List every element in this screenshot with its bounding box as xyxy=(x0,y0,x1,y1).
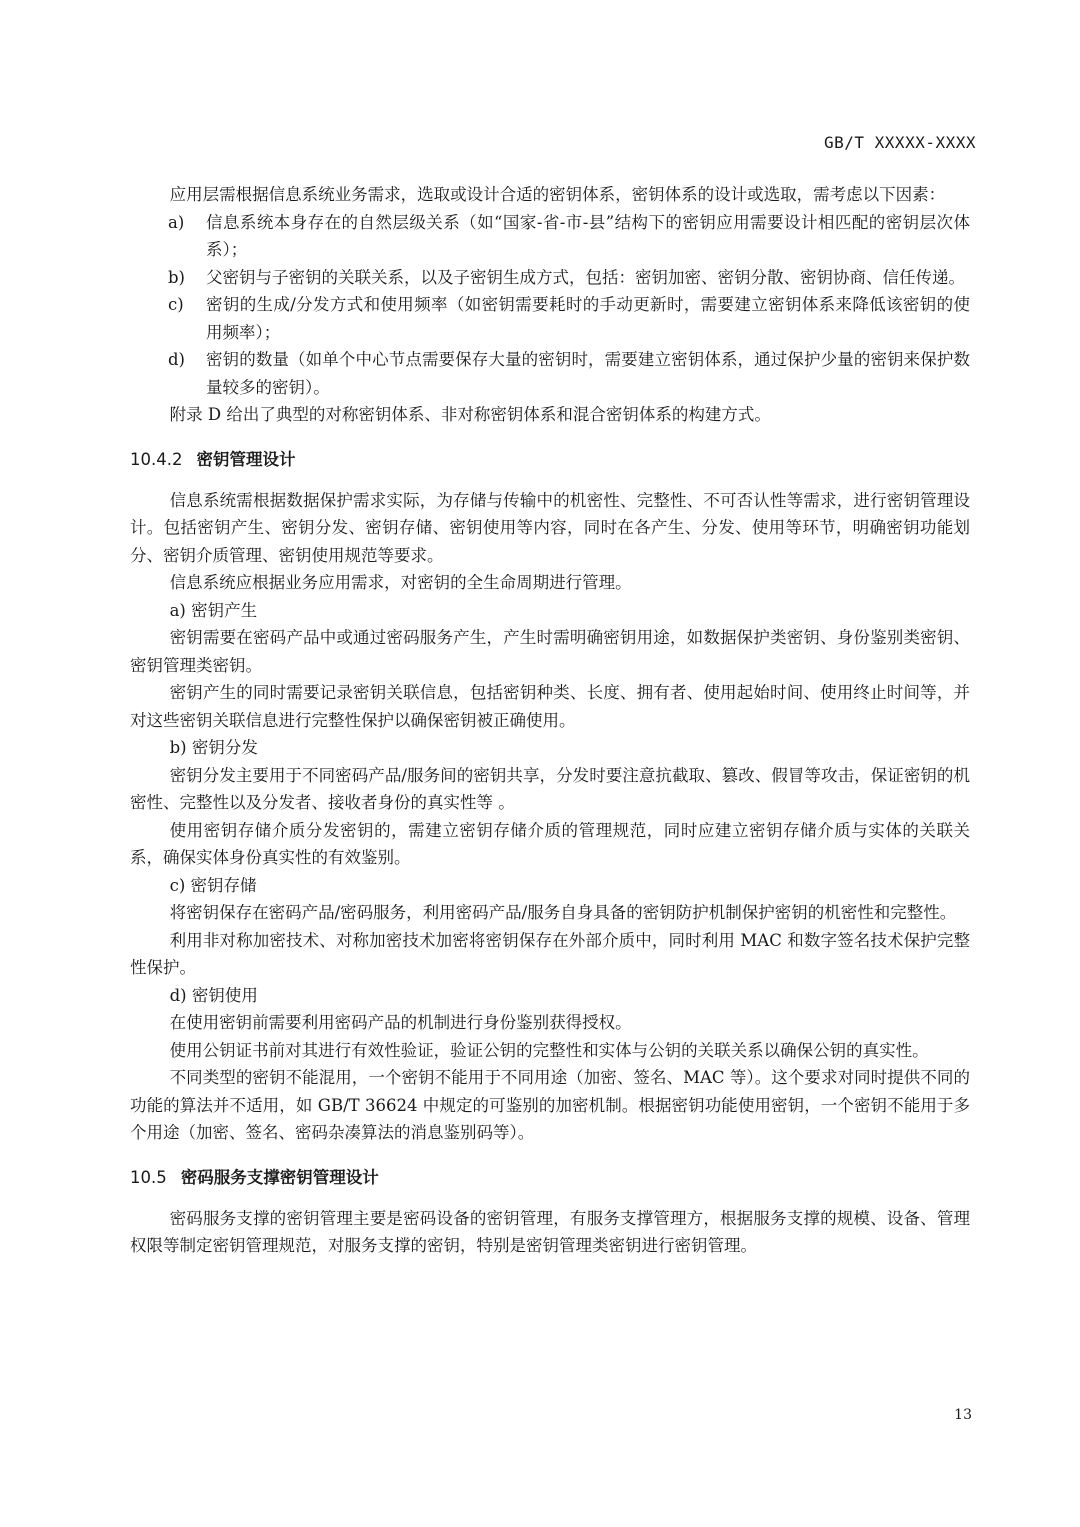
paragraph: 密钥产生的同时需要记录密钥关联信息，包括密钥种类、长度、拥有者、使用起始时间、使用终止时间等，并对这些密钥关联信息进行完整性保护以确保密钥被正确使用。 xyxy=(130,683,970,730)
subheading-key-generation: a) 密钥产生 xyxy=(169,600,258,620)
list-text: 密钥的数量（如单个中心节点需要保存大量的密钥时，需要建立密钥体系，通过保护少量的密钥来保护数量较多的密钥）。 xyxy=(206,350,970,397)
page-number: 13 xyxy=(954,1407,972,1423)
paragraph: 将密钥保存在密码产品/密码服务，利用密码产品/服务自身具备的密钥防护机制保护密钥的机密性和完整性。 xyxy=(169,903,957,922)
subheading-key-distribution: b) 密钥分发 xyxy=(169,738,258,757)
list-text: 密钥的生成/分发方式和使用频率（如密钥需要耗时的手动更新时，需要建立密钥体系来降低该密钥的使用频率）； xyxy=(206,295,970,342)
paragraph: 密钥分发主要用于不同密码产品/服务间的密钥共享，分发时要注意抗截取、篡改、假冒等攻击，保证密钥的机密性、完整性以及分发者、接收者身份的真实性等 。 xyxy=(130,765,970,812)
paragraph: 密码服务支撑的密钥管理主要是密码设备的密钥管理，有服务支撑管理方，根据服务支撑的规模、设备、管理权限等制定密钥管理规范，对服务支撑的密钥，特别是密钥管理类密钥进行密钥管理。 xyxy=(130,1208,970,1255)
paragraph: 信息系统需根据数据保护需求实际，为存储与传输中的机密性、完整性、不可否认性等需求，进行密钥管理设计。包括密钥产生、密钥分发、密钥存储、密钥使用等内容，同时在各产生、分发、使用等环节，明确密钥功能划分、密钥介质管理、密钥使用规范等要求。 xyxy=(130,490,970,565)
subheading-key-storage: c) 密钥存储 xyxy=(169,875,257,895)
section-number: 10.5 xyxy=(130,1167,167,1187)
section-title: 密码服务支撑密钥管理设计 xyxy=(180,1167,379,1187)
section-heading-10-4-2 xyxy=(130,446,970,473)
list-text: 父密钥与子密钥的关联关系，以及子密钥生成方式，包括：密钥加密、密钥分散、密钥协商、信任传递。 xyxy=(206,267,965,287)
standard-code: GB/T XXXXX-XXXX xyxy=(824,133,976,152)
list-marker: c) xyxy=(168,295,184,314)
list-item xyxy=(130,346,970,401)
subheading-key-usage: d) 密钥使用 xyxy=(169,985,258,1005)
list-marker: d) xyxy=(168,350,185,369)
intro-paragraph: 应用层需根据信息系统业务需求，选取或设计合适的密钥体系，密钥体系的设计或选取，需考虑以下因素： xyxy=(169,185,946,204)
section-title: 密钥管理设计 xyxy=(196,449,296,469)
section-heading-10-5 xyxy=(130,1164,970,1191)
list-text: 信息系统本身存在的自然层级关系（如“国家-省-市-县”结构下的密钥应用需要设计相匹配的密钥层次体系）； xyxy=(206,212,970,259)
paragraph: 不同类型的密钥不能混用，一个密钥不能用于不同用途（加密、签名、MAC 等）。这个要求对同时提供不同的功能的算法并不适用，如 GB/T 36624 中规定的可鉴别的加密机制。根据密钥功能使用密钥，一个密钥不能用于多个用途（加密、签名、密码杂凑算法的消息鉴别码等）。 xyxy=(130,1068,970,1142)
list-marker: b) xyxy=(168,267,185,287)
paragraph: 使用密钥存储介质分发密钥的，需建立密钥存储介质的管理规范，同时应建立密钥存储介质与实体的关联关系，确保实体身份真实性的有效鉴别。 xyxy=(130,820,970,867)
paragraph: 信息系统应根据业务应用需求，对密钥的全生命周期进行管理。 xyxy=(169,573,632,592)
paragraph: 密钥需要在密码产品中或通过密码服务产生，产生时需明确密钥用途，如数据保护类密钥、身份鉴别类密钥、密钥管理类密钥。 xyxy=(130,628,970,675)
paragraph: 利用非对称加密技术、对称加密技术加密将密钥保存在外部介质中，同时利用 MAC 和数字签名技术保护完整性保护。 xyxy=(130,930,970,977)
section-number: 10.4.2 xyxy=(130,449,183,469)
paragraph: 使用公钥证书前对其进行有效性验证，验证公钥的完整性和实体与公钥的关联关系以确保公钥的真实性。 xyxy=(169,1040,929,1060)
list-item xyxy=(130,291,970,346)
list-item xyxy=(130,264,970,292)
paragraph: 在使用密钥前需要利用密码产品的机制进行身份鉴别获得授权。 xyxy=(169,1013,632,1032)
list-item xyxy=(130,209,970,264)
page-body xyxy=(130,181,970,1260)
list-marker: a) xyxy=(168,212,185,232)
appendix-note: 附录 D 给出了典型的对称密钥体系、非对称密钥体系和混合密钥体系的构建方式。 xyxy=(169,405,771,424)
factor-list xyxy=(130,209,970,402)
